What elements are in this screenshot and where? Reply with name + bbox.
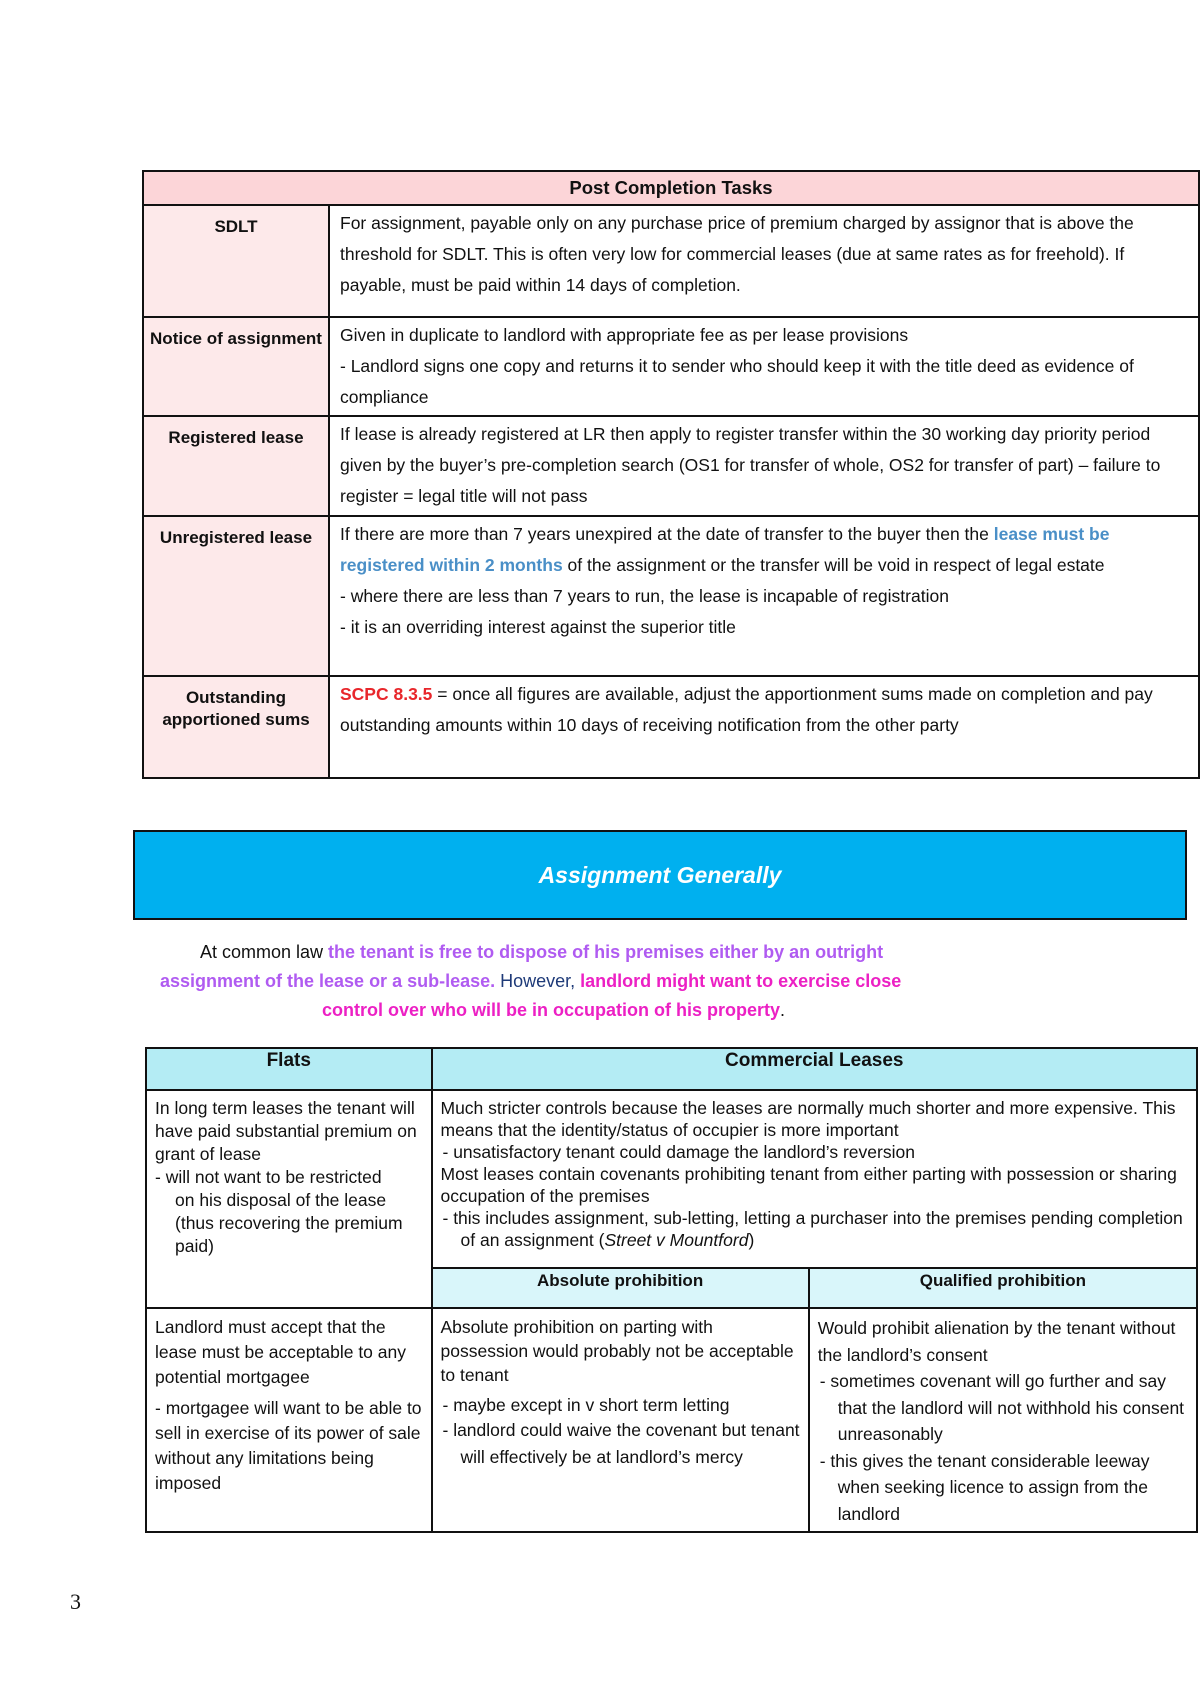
qual-bullet2: - this gives the tenant considerable leeway when seeking licence to assign from the landlord bbox=[819, 1450, 1150, 1524]
unregistered-bullet1: - where there are less than 7 years to run, the lease is incapable of registration bbox=[340, 586, 949, 606]
registered-paragraph: If lease is already registered at LR then apply to register transfer within the 30 working day priority period given by the buyer’s pre-completion search (OS1 for transfer of whole, OS2 for transfer of part) – failure to register = legal title will not pass bbox=[340, 424, 1161, 506]
banner-title: Assignment Generally bbox=[538, 861, 782, 888]
flats-text3: on his disposal of the lease (thus recovering the premium paid) bbox=[175, 1190, 403, 1256]
unregistered-text-b: of the assignment or the transfer will be void in respect of legal estate bbox=[562, 555, 1105, 575]
intro-occupation: control over who will be in occupation of his property bbox=[322, 1000, 781, 1020]
absolute-prohibition-header: Absolute prohibition bbox=[432, 1268, 809, 1308]
comm-bullet2 bbox=[441, 1207, 1191, 1251]
registration-deadline-highlight: lease must be registered within 2 months bbox=[340, 524, 1110, 575]
notice-line1: Given in duplicate to landlord with appropriate fee as per lease provisions bbox=[340, 325, 909, 345]
flats-text2: - will not want to be restricted bbox=[155, 1167, 382, 1187]
commercial-controls-cell bbox=[432, 1090, 1198, 1268]
page-number: 3 bbox=[70, 1589, 81, 1614]
comm-bullet1: - unsatisfactory tenant could damage the landlord’s reversion bbox=[442, 1142, 915, 1162]
case-citation: Street v Mountford bbox=[604, 1230, 749, 1250]
qualified-prohibition-header: Qualified prohibition bbox=[809, 1268, 1197, 1308]
intro-common-law: At common law bbox=[200, 942, 329, 962]
notice-text bbox=[329, 317, 1199, 416]
intro-line2 bbox=[160, 967, 1000, 996]
absolute-prohibition-cell bbox=[432, 1308, 809, 1532]
commercial-header: Commercial Leases bbox=[432, 1048, 1198, 1090]
intro-line1 bbox=[160, 938, 1000, 967]
qualified-prohibition-cell bbox=[809, 1308, 1197, 1532]
unregistered-text bbox=[329, 516, 1199, 676]
intro-however: However, bbox=[495, 971, 581, 991]
flats-premium-cell bbox=[146, 1090, 432, 1308]
intro-period: . bbox=[780, 1000, 786, 1020]
flats-commercial-table bbox=[145, 1047, 1198, 1533]
abs-bullet1: - maybe except in v short term letting bbox=[442, 1395, 730, 1415]
unregistered-paragraph bbox=[340, 519, 1190, 581]
flats-mortgagee-cell bbox=[146, 1308, 432, 1532]
post-completion-title: Post Completion Tasks bbox=[143, 171, 1199, 205]
qual-text: Would prohibit alienation by the tenant without the landlord’s consent bbox=[817, 1318, 1176, 1365]
comm-bullet2-a: - this includes assignment, sub-letting, letting a purchaser into the premises pending completion of an assignment ( bbox=[442, 1208, 1183, 1250]
flats-text5: - mortgagee will want to be able to sell in exercise of its power of sale without any limitations being imposed bbox=[155, 1398, 422, 1493]
intro-line3 bbox=[160, 996, 1000, 1025]
qual-bullet1: - sometimes covenant will go further and say that the landlord will not withhold his consent unreasonably bbox=[819, 1371, 1185, 1444]
notice-label: Notice of assignment bbox=[143, 317, 329, 416]
abs-bullet2: - landlord could waive the covenant but tenant will effectively be at landlord’s mercy bbox=[442, 1420, 800, 1467]
outstanding-text bbox=[329, 676, 1199, 778]
unregistered-bullet2: - it is an overriding interest against the superior title bbox=[340, 617, 736, 637]
intro-free-dispose: the tenant is free to dispose of his premises either by an outright bbox=[328, 942, 884, 962]
abs-text: Absolute prohibition on parting with possession would probably not be acceptable to tenant bbox=[440, 1317, 794, 1385]
sdlt-paragraph: For assignment, payable only on any purchase price of premium charged by assignor that is above the threshold for SDLT. This is often very low for commercial leases (due at same rates as for freehold). If payable, must be paid within 14 days of completion. bbox=[340, 213, 1134, 295]
scpc-reference: SCPC 8.3.5 bbox=[340, 684, 433, 704]
unregistered-label: Unregistered lease bbox=[143, 516, 329, 676]
comm-line1: Much stricter controls because the leases are normally much shorter and more expensive. This means that the identity/status of occupier is more important bbox=[440, 1098, 1176, 1140]
intro-paragraph bbox=[160, 938, 1000, 1025]
registered-text bbox=[329, 416, 1199, 516]
notice-line2: - Landlord signs one copy and returns it to sender who should keep it with the title deed as evidence of compliance bbox=[340, 356, 1134, 407]
flats-text1: In long term leases the tenant will have paid substantial premium on grant of lease bbox=[155, 1098, 417, 1164]
comm-bullet2-b: ) bbox=[748, 1230, 755, 1250]
sdlt-text bbox=[329, 205, 1199, 317]
outstanding-paragraph bbox=[340, 679, 1190, 741]
assignment-generally-banner bbox=[133, 830, 1187, 920]
post-completion-table bbox=[142, 170, 1200, 779]
intro-landlord-control: landlord might want to exercise close bbox=[580, 971, 902, 991]
flats-text4: Landlord must accept that the lease must be acceptable to any potential mortgagee bbox=[155, 1317, 406, 1387]
flats-header: Flats bbox=[146, 1048, 432, 1090]
outstanding-body: = once all figures are available, adjust the apportionment sums made on completion and pay outstanding amounts within 10 days of receiving notification from the other party bbox=[340, 684, 1153, 735]
sdlt-label: SDLT bbox=[143, 205, 329, 317]
comm-line2: Most leases contain covenants prohibiting tenant from either parting with possession or sharing occupation of the premises bbox=[440, 1164, 1177, 1206]
unregistered-text-a: If there are more than 7 years unexpired at the date of transfer to the buyer then the bbox=[340, 524, 994, 544]
registered-label: Registered lease bbox=[143, 416, 329, 516]
intro-assignment: assignment of the lease or a sub-lease. bbox=[160, 971, 496, 991]
outstanding-label: Outstanding apportioned sums bbox=[143, 676, 329, 778]
